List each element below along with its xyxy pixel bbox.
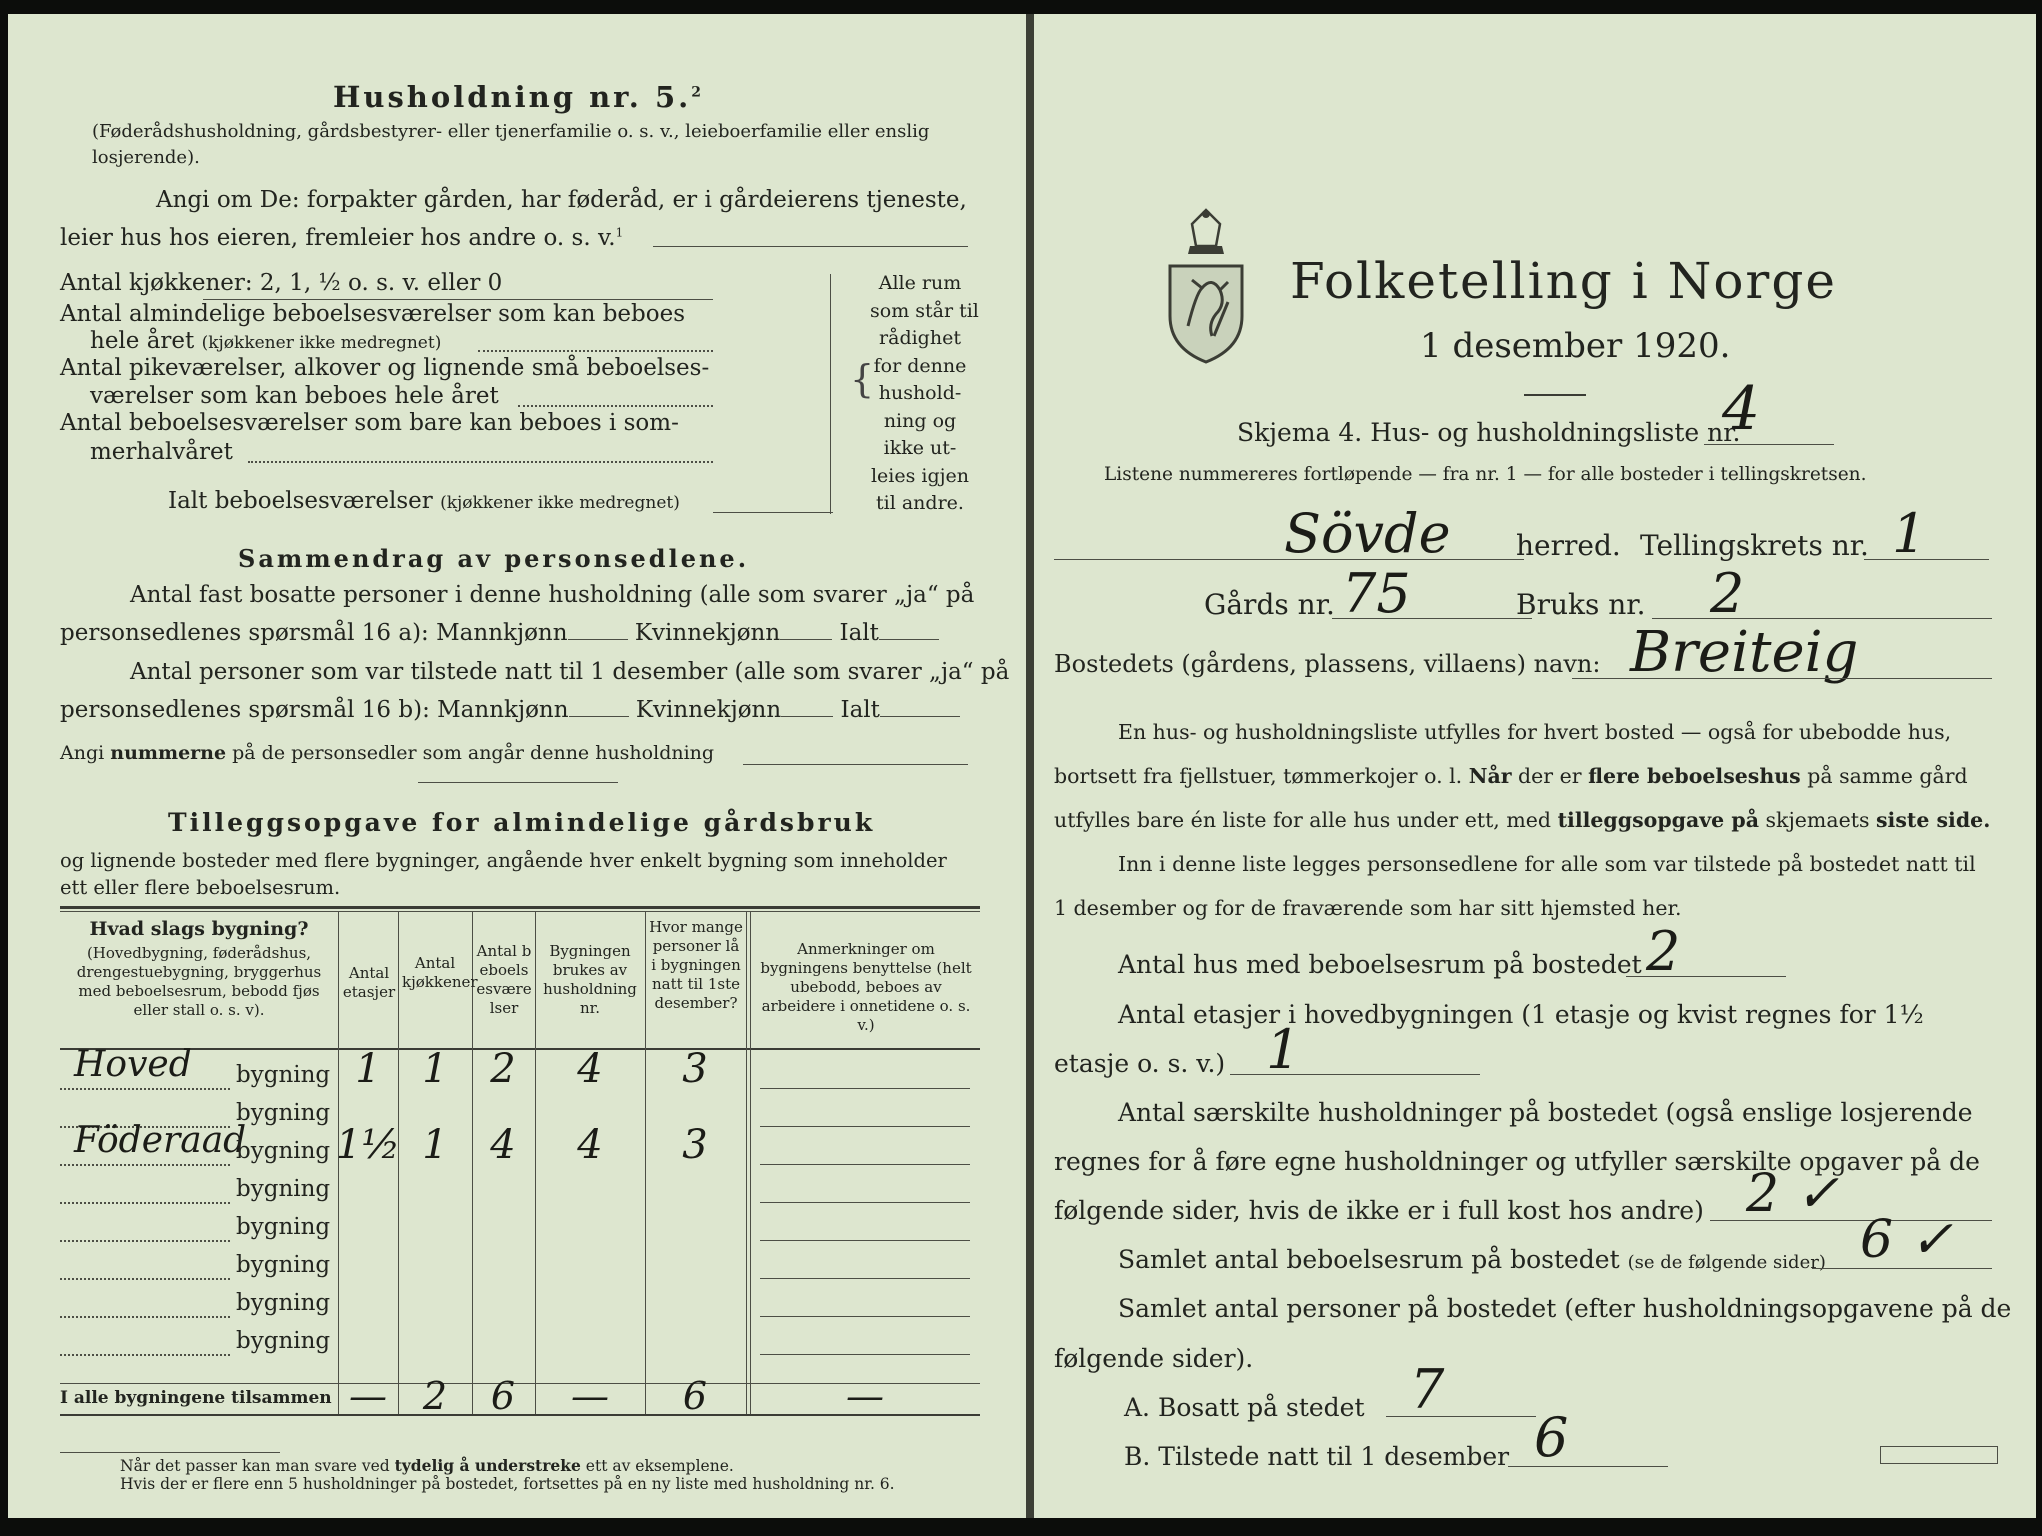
building-suffix: bygning <box>236 1176 331 1202</box>
household-subtitle: (Føderådshusholdning, gårdsbestyrer- eller tjenerfamilie o. s. v., leieboerfamilie eller enslig losjerende). <box>92 121 930 168</box>
q-floors-2: etasje o. s. v.) <box>1054 1049 1226 1078</box>
summary-p1a: Antal fast bosatte personer i denne husholdning (alle som svarer „ja“ på <box>130 582 975 608</box>
bracket-note-line: ning og <box>883 409 957 432</box>
rooms-q-small-2: værelser som kan beboes hele året <box>90 383 499 409</box>
q-households-value: 2 ✓ <box>1746 1164 1840 1224</box>
bosted-value: Breiteig <box>1630 620 1859 685</box>
building-suffix: bygning <box>236 1062 331 1088</box>
remarks-line <box>760 1240 970 1241</box>
printer-stamp <box>1880 1446 1998 1464</box>
table-cell: 1½ <box>335 1122 401 1168</box>
summary-p1b: personsedlenes spørsmål 16 a): Mannkjønn Kvinnekjønn Ialt <box>60 620 939 646</box>
gards-line <box>1332 618 1532 619</box>
summary-title: Sammendrag av personsedlene. <box>238 544 750 573</box>
building-table <box>60 904 980 1449</box>
building-name: Hoved <box>74 1044 192 1085</box>
rooms-total: Ialt beboelsesværelser (kjøkkener ikke medregnet) <box>168 488 680 514</box>
remarks-line <box>760 1316 970 1317</box>
bracket-note-line: rådighet <box>879 327 961 349</box>
rooms-q-ordinary-2: hele året (kjøkkener ikke medregnet) <box>90 328 442 354</box>
q-floors-line <box>1230 1074 1480 1075</box>
q-floors-1: Antal etasjer i hovedbygningen (1 etasje og kvist regnes for 1½ <box>1118 1000 1924 1029</box>
remarks-line <box>760 1354 970 1355</box>
bracket-note-line: til andre. <box>876 492 964 514</box>
gards-value: 75 <box>1342 562 1411 625</box>
table-row <box>60 1280 980 1318</box>
total-cell: 2 <box>422 1374 448 1418</box>
table-cell: 4 <box>577 1046 603 1092</box>
remarks-line <box>760 1088 970 1089</box>
extra-sub-1: og lignende bosteder med flere bygninger, angående hver enkelt bygning som inneholder <box>60 849 947 872</box>
table-cell: 1 <box>355 1046 381 1092</box>
listene-note: Listene nummereres fortløpende — fra nr. 1 — for alle bosteder i tellingskretsen. <box>1104 464 1867 485</box>
b-line <box>1508 1466 1668 1467</box>
q-rooms-value: 6 ✓ <box>1860 1210 1954 1270</box>
q-houses-line <box>1626 976 1786 977</box>
remarks-line <box>760 1126 970 1127</box>
remarks-line <box>760 1164 970 1165</box>
form-date: 1 desember 1920. <box>1420 326 1731 366</box>
summary-p2b: personsedlenes spørsmål 16 b): Mannkjønn Kvinnekjønn Ialt <box>60 697 960 723</box>
left-page <box>8 14 1026 1518</box>
col-rooms-header: Antal beboelsesværelser <box>476 942 532 1017</box>
total-cell: 6 <box>490 1374 516 1418</box>
bracket-note-line: leies igjen <box>870 464 970 487</box>
total-label: I alle bygningene tilsammen <box>60 1388 332 1408</box>
krets-line <box>1864 559 1989 560</box>
col-kitchens-header: Antal kjøkkener <box>402 954 478 991</box>
form-title: Folketelling i Norge <box>1290 252 1837 310</box>
bracket-note <box>870 270 979 518</box>
table-row <box>60 1242 980 1280</box>
table-cell: 3 <box>682 1122 708 1168</box>
bruks-label: Bruks nr. <box>1516 588 1646 621</box>
b-value: 6 <box>1534 1406 1569 1469</box>
total-cell: — <box>571 1374 609 1418</box>
bosted-label: Bostedets (gårdens, plassens, villaens) navn: <box>1054 650 1601 678</box>
table-cell: 4 <box>490 1122 516 1168</box>
bracket-note-line: for denne <box>873 354 967 377</box>
building-suffix: bygning <box>236 1328 331 1354</box>
skjema-line: Skjema 4. Hus- og husholdningsliste nr. <box>1237 418 1741 447</box>
rooms-q-summer: Antal beboelsesværelser som bare kan beboes i som- <box>60 410 679 436</box>
angi-line-2: leier hus hos eieren, fremleier hos andre o. s. v.$^1$ <box>60 225 624 251</box>
title-rule <box>1524 394 1586 396</box>
col-floors-header: Antal etasjer <box>342 964 396 1001</box>
q-persons-1: Samlet antal personer på bostedet (efter husholdningsopgavene på de <box>1118 1294 2012 1323</box>
krets-label: Tellingskrets nr. <box>1640 529 1869 562</box>
kitchens-underline <box>203 299 713 300</box>
summary-p2a: Antal personer som var tilstede natt til 1 desember (alle som svarer „ja“ på <box>130 659 1010 685</box>
q-households-2: regnes for å føre egne husholdninger og utfyller særskilte opgaver på de <box>1054 1147 1980 1176</box>
bracket-note-line: ikke ut- <box>883 437 957 459</box>
rooms-q-ordinary: Antal almindelige beboelsesværelser som kan beboes <box>60 301 686 327</box>
q-households-1: Antal særskilte husholdninger på bostedet (også enslige losjerende <box>1118 1098 1973 1127</box>
bracket-note-line: hushold- <box>878 382 962 404</box>
gards-label: Gårds nr. <box>1204 588 1335 621</box>
table-row <box>60 1166 980 1204</box>
footnote-2: Hvis der er flere enn 5 husholdninger på bostedet, fortsettes på en ny liste med husholdning nr. 6. <box>120 1475 895 1493</box>
table-cell: 3 <box>682 1046 708 1092</box>
table-cell: 4 <box>577 1122 603 1168</box>
para1-line2: bortsett fra fjellstuer, tømmerkojer o. l. Når der er flere beboelseshus på samme gård <box>1054 764 1968 788</box>
table-row <box>60 1120 980 1168</box>
building-suffix: bygning <box>236 1290 331 1316</box>
col-household-header: Bygningen brukes av husholdning nr. <box>543 942 637 1017</box>
ordinary-dots <box>478 350 713 352</box>
para1-line1: En hus- og husholdningsliste utfylles for hvert bosted — også for ubebodde hus, <box>1118 720 1952 744</box>
table-cell: 1 <box>422 1122 448 1168</box>
household-title: Husholdning nr. 5.$^2$ <box>333 80 705 114</box>
rooms-q-small: Antal pikeværelser, alkover og lignende små beboelses- <box>60 355 710 381</box>
section-divider <box>418 782 618 783</box>
table-row <box>60 1044 980 1092</box>
para2-line1: Inn i denne liste legges personsedlene for alle som var tilstede på bostedet natt til <box>1118 852 1976 876</box>
brace-icon: { <box>850 357 875 401</box>
rooms-answer-column <box>830 274 831 514</box>
rooms-q-kitchens: Antal kjøkkener: 2, 1, ½ o. s. v. eller 0 <box>60 270 503 296</box>
small-dots <box>518 405 713 407</box>
herred-value: Sövde <box>1284 502 1451 565</box>
angi-numbers-line <box>743 764 968 765</box>
table-cell: 2 <box>490 1046 516 1092</box>
col-building-subheader: (Hovedbygning, føderådshus, drengestuebygning, bryggerhus med beboelsesrum, bebodd fjøs eller stall o. s. v). <box>76 944 322 1019</box>
angi-line-1: Angi om De: forpakter gården, har føderåd, er i gårdeierens tjeneste, <box>156 187 967 213</box>
angi-answer-line <box>653 246 968 247</box>
herred-line <box>1054 559 1524 560</box>
list-number-line <box>1704 444 1834 445</box>
row-name-line <box>60 1354 230 1356</box>
list-number: 4 <box>1722 374 1761 444</box>
a-line <box>1386 1416 1536 1417</box>
total-cell: — <box>846 1374 884 1418</box>
col-persons-header: Hvor mange personer lå i bygningen natt til 1ste desember? <box>649 918 743 1012</box>
building-suffix: bygning <box>236 1138 331 1164</box>
remarks-line <box>760 1278 970 1279</box>
bracket-note-line: som står til <box>870 299 979 322</box>
q-persons-2: følgende sider). <box>1054 1344 1254 1373</box>
a-value: 7 <box>1410 1358 1445 1421</box>
herred-label: herred. <box>1516 529 1621 562</box>
rooms-q-summer-2: merhalvåret <box>90 439 233 465</box>
angi-numbers: Angi nummerne på de personsedler som angår denne husholdning <box>60 742 715 764</box>
total-cell: 6 <box>682 1374 708 1418</box>
table-cell: 1 <box>422 1046 448 1092</box>
para1-line3: utfylles bare én liste for alle hus under ett, med tilleggsopgave på skjemaets siste side. <box>1054 808 1991 832</box>
bruks-line <box>1652 618 1992 619</box>
extra-title: Tilleggsopgave for almindelige gårdsbruk <box>168 808 876 837</box>
rooms-total-answer-line <box>713 512 833 513</box>
building-suffix: bygning <box>236 1252 331 1278</box>
q-houses: Antal hus med beboelsesrum på bostedet <box>1118 950 1642 979</box>
footnote-rule <box>60 1452 280 1453</box>
table-row <box>60 1318 980 1356</box>
para2-line2: 1 desember og for de fraværende som har sitt hjemsted her. <box>1054 896 1682 920</box>
q-houses-value: 2 <box>1646 920 1681 983</box>
extra-sub-2: ett eller flere beboelsesrum. <box>60 876 341 899</box>
building-name: Föderaad <box>74 1120 247 1161</box>
table-row <box>60 1204 980 1242</box>
total-cell: — <box>349 1374 387 1418</box>
b-label: B. Tilstede natt til 1 desember <box>1124 1442 1510 1471</box>
bruks-value: 2 <box>1710 562 1745 625</box>
a-label: A. Bosatt på stedet <box>1124 1393 1365 1422</box>
bracket-note-line: Alle rum <box>878 272 962 294</box>
remarks-line <box>760 1202 970 1203</box>
q-households-3: følgende sider, hvis de ikke er i full kost hos andre) <box>1054 1196 1704 1225</box>
page-fold <box>1026 14 1034 1518</box>
coat-of-arms-icon <box>1162 206 1250 366</box>
right-page <box>1034 14 2036 1518</box>
col-remarks-header: Anmerkninger om bygningens benyttelse (helt ubebodd, beboes av arbeidere i onnetidene o. s. v.) <box>760 940 972 1034</box>
building-suffix: bygning <box>236 1214 331 1240</box>
q-floors-value: 1 <box>1266 1018 1301 1081</box>
col-building-header: Hvad slags bygning? <box>89 918 309 940</box>
footnote-1: Når det passer kan man svare ved tydelig å understreke ett av eksemplene. <box>120 1456 734 1475</box>
q-rooms: Samlet antal beboelsesrum på bostedet (se de følgende sider) <box>1118 1245 1826 1274</box>
building-suffix: bygning <box>236 1100 331 1126</box>
bosted-line <box>1572 678 1992 679</box>
summer-dots <box>248 461 713 463</box>
krets-value: 1 <box>1892 502 1927 565</box>
q-rooms-line <box>1812 1268 1992 1269</box>
